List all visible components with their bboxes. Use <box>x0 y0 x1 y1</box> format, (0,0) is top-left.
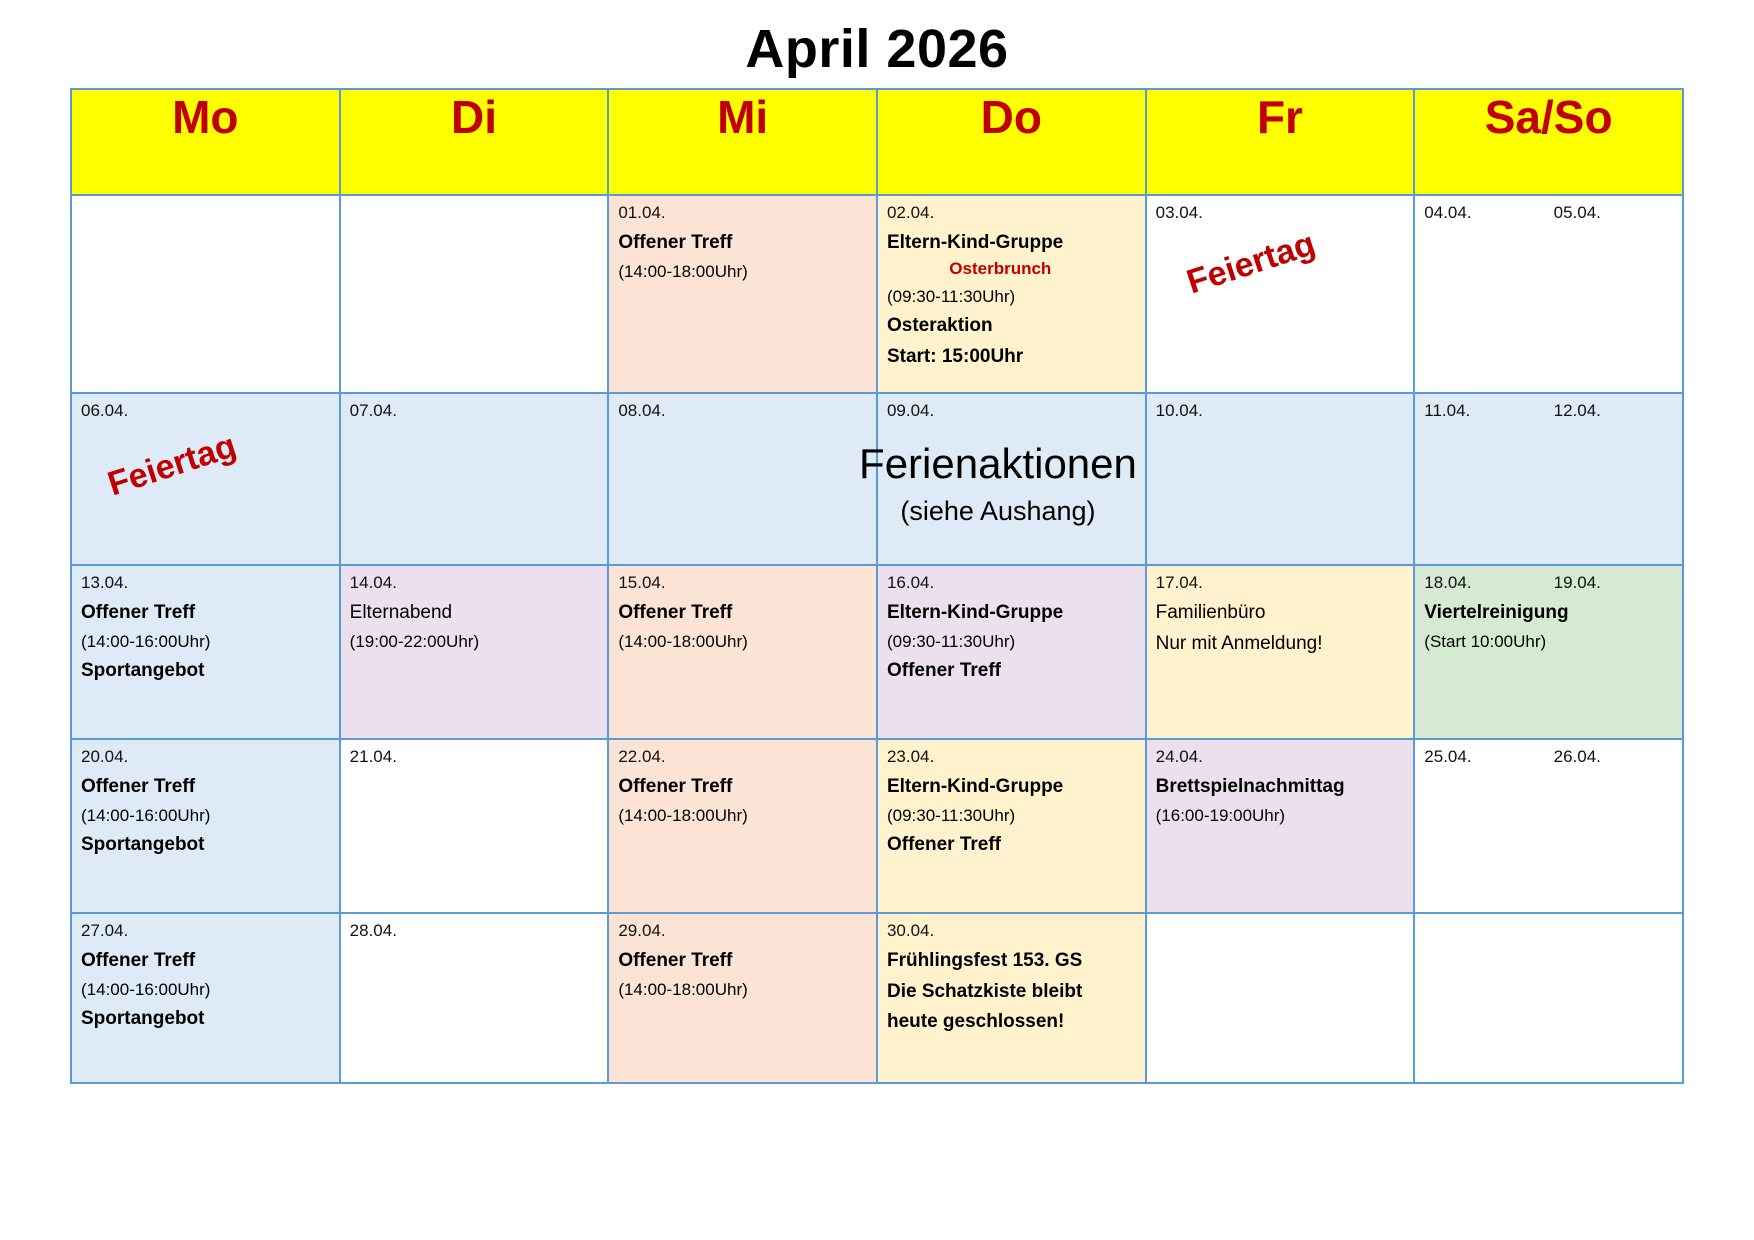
day-cell-content <box>859 394 1145 564</box>
event-title: Eltern-Kind-Gruppe <box>886 601 1064 623</box>
day-cell-content <box>1147 394 1414 564</box>
event-title: Eltern-Kind-Gruppe <box>886 775 1064 797</box>
event-title: Offener Treff <box>618 949 733 971</box>
event-highlight: Osterbrunch <box>949 258 1052 278</box>
day-cell-content <box>609 394 876 564</box>
event-title: Offener Treff <box>81 601 196 623</box>
date-number: 13.04. <box>81 573 129 592</box>
event-time: (14:00-18:00Uhr) <box>618 979 748 999</box>
date-number: 15.04. <box>618 573 666 592</box>
calendar-day-cell[interactable] <box>1414 913 1683 1083</box>
weekday-header-do: Do <box>877 89 1146 195</box>
day-cell-content <box>1147 914 1414 1082</box>
calendar-day-cell[interactable] <box>608 565 877 739</box>
calendar-day-cell[interactable] <box>877 739 1146 913</box>
calendar-day-cell[interactable] <box>340 195 609 393</box>
event-title: Familienbüro <box>1155 601 1266 623</box>
event-title: Sportangebot <box>81 660 205 682</box>
weekday-header-fr: Fr <box>1146 89 1415 195</box>
calendar-day-cell[interactable] <box>608 393 877 565</box>
day-cell-content <box>1415 394 1682 564</box>
calendar-day-cell[interactable] <box>340 393 609 565</box>
date-number-secondary: 26.04. <box>1553 747 1601 766</box>
day-cell-content <box>878 566 1145 738</box>
date-number: 28.04. <box>349 921 397 940</box>
date-number-secondary: 05.04. <box>1553 203 1601 222</box>
event-title: Viertelreinigung <box>1424 601 1569 623</box>
day-cell-content <box>1147 196 1414 392</box>
calendar-week-row <box>71 739 1683 913</box>
date-number: 07.04. <box>349 401 397 420</box>
calendar-day-cell[interactable] <box>340 739 609 913</box>
date-number: 30.04. <box>886 921 935 940</box>
date-number-secondary: 19.04. <box>1553 573 1601 592</box>
date-number: 06.04. <box>81 401 129 420</box>
event-time: (16:00-19:00Uhr) <box>1155 805 1286 825</box>
day-cell-content <box>341 566 608 738</box>
weekday-header-row <box>71 89 1683 195</box>
day-cell-content <box>341 914 608 1082</box>
day-cell-content <box>609 196 876 392</box>
date-number: 29.04. <box>618 921 666 940</box>
weekday-header-sa-so: Sa/So <box>1414 89 1683 195</box>
banner-subtitle: (siehe Aushang) <box>900 496 1096 527</box>
calendar-day-cell[interactable] <box>71 195 340 393</box>
event-time: (14:00-16:00Uhr) <box>81 631 211 651</box>
event-title: Offener Treff <box>618 775 733 797</box>
date-number: 23.04. <box>886 747 935 766</box>
event-title: Offener Treff <box>618 601 733 623</box>
day-cell-content <box>1415 914 1682 1082</box>
calendar-day-cell[interactable] <box>608 913 877 1083</box>
date-number: 01.04. <box>618 203 666 222</box>
date-number: 04.04. <box>1424 203 1472 222</box>
calendar-day-cell[interactable] <box>859 393 1146 565</box>
day-cell-content <box>341 196 608 392</box>
day-cell-content <box>609 914 876 1082</box>
day-cell-content <box>72 196 339 392</box>
day-cell-content <box>341 740 608 912</box>
date-number: 02.04. <box>886 203 935 222</box>
date-number: 09.04. <box>886 401 935 420</box>
date-number: 03.04. <box>1155 203 1203 222</box>
day-cell-content <box>72 914 339 1082</box>
date-number: 22.04. <box>618 747 666 766</box>
weekday-header-mo: Mo <box>71 89 340 195</box>
calendar-week-row <box>71 393 1683 565</box>
calendar-day-cell[interactable] <box>1414 195 1683 393</box>
calendar-day-cell[interactable] <box>877 195 1146 393</box>
calendar-day-cell[interactable] <box>71 739 340 913</box>
event-title: Offener Treff <box>886 660 1001 682</box>
calendar-day-cell[interactable] <box>1146 195 1415 393</box>
event-time: (14:00-16:00Uhr) <box>81 979 211 999</box>
banner-title: Ferienaktionen <box>859 440 1137 487</box>
calendar-day-cell[interactable] <box>1146 913 1415 1083</box>
date-number: 18.04. <box>1424 573 1472 592</box>
event-time: (14:00-18:00Uhr) <box>618 261 748 281</box>
event-time: (09:30-11:30Uhr) <box>886 805 1016 825</box>
calendar-day-cell[interactable] <box>340 565 609 739</box>
event-title: Frühlingsfest 153. GS <box>886 949 1083 971</box>
date-number: 10.04. <box>1155 401 1203 420</box>
date-number: 08.04. <box>618 401 666 420</box>
event-time: (14:00-18:00Uhr) <box>618 805 748 825</box>
event-title: Sportangebot <box>81 1008 205 1030</box>
calendar-day-cell[interactable] <box>71 565 340 739</box>
weekend-date-row <box>1424 574 1673 593</box>
day-cell-content <box>72 566 339 738</box>
calendar-table <box>70 88 1684 1084</box>
calendar-day-cell[interactable] <box>877 913 1146 1083</box>
calendar-day-cell[interactable] <box>608 195 877 393</box>
calendar-day-cell[interactable] <box>71 913 340 1083</box>
event-title: Offener Treff <box>81 775 196 797</box>
date-number: 17.04. <box>1155 573 1203 592</box>
day-cell-content <box>72 740 339 912</box>
event-title: Nur mit Anmeldung! <box>1155 632 1323 654</box>
calendar-day-cell[interactable] <box>877 565 1146 739</box>
date-number: 11.04. <box>1424 401 1471 420</box>
date-number: 24.04. <box>1155 747 1203 766</box>
day-cell-content <box>878 914 1145 1082</box>
weekend-date-row <box>1424 204 1673 223</box>
date-number: 16.04. <box>886 573 935 592</box>
event-title: Sportangebot <box>81 834 205 856</box>
event-time: (14:00-18:00Uhr) <box>618 631 748 651</box>
day-cell-content <box>878 740 1145 912</box>
calendar-day-cell[interactable] <box>340 913 609 1083</box>
day-cell-content <box>72 394 339 564</box>
day-cell-content <box>1415 196 1682 392</box>
weekend-date-row <box>1424 748 1673 767</box>
calendar-day-cell[interactable] <box>1414 393 1683 565</box>
event-title: Brettspielnachmittag <box>1155 775 1345 797</box>
calendar-week-row <box>71 565 1683 739</box>
holiday-label: Feiertag <box>1181 224 1320 302</box>
event-time: (Start 10:00Uhr) <box>1424 631 1547 651</box>
event-title: Osteraktion <box>886 315 993 337</box>
event-title: Die Schatzkiste bleibt <box>886 980 1083 1002</box>
calendar-week-row <box>71 913 1683 1083</box>
date-number: 21.04. <box>349 747 397 766</box>
event-title: Elternabend <box>349 601 453 623</box>
event-time: (14:00-16:00Uhr) <box>81 805 211 825</box>
date-number-secondary: 12.04. <box>1553 401 1601 420</box>
day-cell-content <box>1415 566 1682 738</box>
calendar-day-cell[interactable] <box>1414 739 1683 913</box>
event-title: Eltern-Kind-Gruppe <box>886 231 1064 253</box>
event-time: (09:30-11:30Uhr) <box>886 631 1016 651</box>
event-title: Offener Treff <box>81 949 196 971</box>
event-time: (19:00-22:00Uhr) <box>349 631 480 651</box>
event-title: Offener Treff <box>618 231 733 253</box>
calendar-day-cell[interactable] <box>1146 565 1415 739</box>
event-time: (09:30-11:30Uhr) <box>886 286 1016 306</box>
day-cell-content <box>1147 566 1414 738</box>
page-title: April 2026 <box>745 19 1009 79</box>
weekend-date-row <box>1424 402 1673 421</box>
weekday-header-mi: Mi <box>608 89 877 195</box>
calendar-week-row <box>71 195 1683 393</box>
day-cell-content <box>1415 740 1682 912</box>
day-cell-content <box>1147 740 1414 912</box>
date-number: 20.04. <box>81 747 129 766</box>
event-title: Start: 15:00Uhr <box>886 345 1024 367</box>
day-cell-content <box>609 740 876 912</box>
calendar-day-cell[interactable] <box>1146 393 1415 565</box>
date-number: 27.04. <box>81 921 129 940</box>
calendar-day-cell[interactable] <box>608 739 877 913</box>
calendar-day-cell[interactable] <box>1146 739 1415 913</box>
event-title: Offener Treff <box>886 834 1001 856</box>
calendar-body <box>71 195 1683 1083</box>
calendar-day-cell[interactable] <box>1414 565 1683 739</box>
day-cell-content <box>878 196 1145 392</box>
calendar-day-cell[interactable] <box>71 393 340 565</box>
holiday-label: Feiertag <box>103 426 241 504</box>
day-cell-content <box>341 394 608 564</box>
weekday-header-di: Di <box>340 89 609 195</box>
date-number: 14.04. <box>349 573 397 592</box>
day-cell-content <box>609 566 876 738</box>
date-number: 25.04. <box>1424 747 1472 766</box>
event-title: heute geschlossen! <box>886 1011 1065 1033</box>
